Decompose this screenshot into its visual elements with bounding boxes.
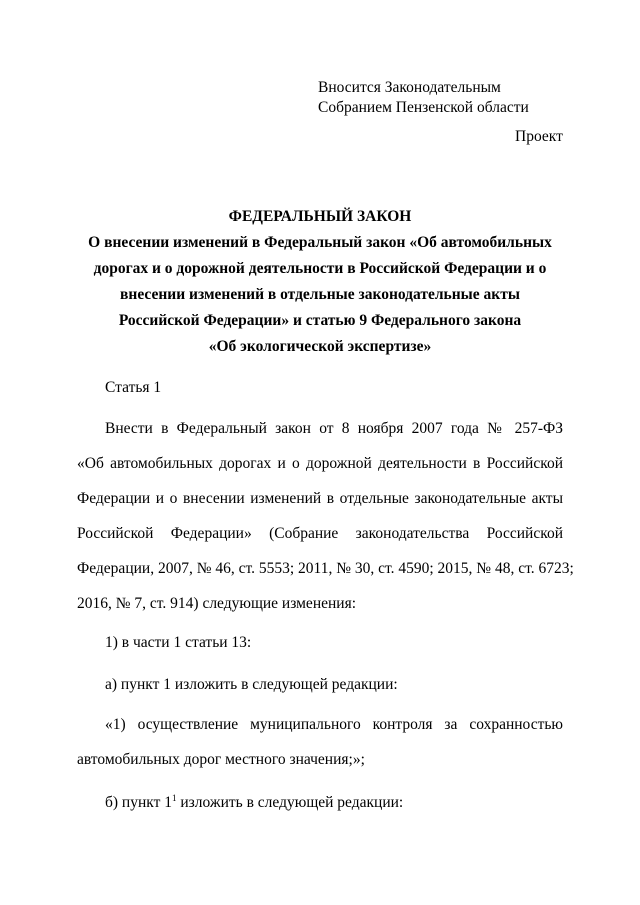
item-a: а) пункт 1 изложить в следующей редакции: xyxy=(105,676,398,693)
paragraph-line: Федерации, 2007, № 46, ст. 5553; 2011, № 30, ст. 4590; 2015, № 48, ст. 6723; xyxy=(77,560,574,577)
law-subtitle-line: «Об экологической экспертизе» xyxy=(208,338,432,355)
article-label: Статья 1 xyxy=(105,379,162,396)
paragraph-line: 2016, № 7, ст. 914) следующие изменения: xyxy=(77,595,357,612)
law-subtitle-line: дорогах и о дорожной деятельности в Российской Федерации и о xyxy=(93,260,547,277)
paragraph-line: Федерации и о внесении изменений в отдельные законодательные акты xyxy=(77,490,563,507)
law-subtitle-line: Российской Федерации» и статью 9 Федерального закона xyxy=(118,312,522,329)
item-b-prefix: б) пункт 1 xyxy=(105,794,172,811)
item-1: 1) в части 1 статьи 13: xyxy=(105,634,252,651)
item-b-suffix: изложить в следующей редакции: xyxy=(176,794,404,811)
quote-line: «1) осуществление муниципального контроля за сохранностью xyxy=(105,716,563,733)
law-heading: ФЕДЕРАЛЬНЫЙ ЗАКОН xyxy=(228,208,412,225)
item-b xyxy=(105,794,403,812)
draft-label: Проект xyxy=(515,128,563,145)
law-subtitle-line: О внесении изменений в Федеральный закон «Об автомобильных xyxy=(88,234,552,251)
paragraph-line: «Об автомобильных дорогах и о дорожной деятельности в Российской xyxy=(77,455,563,472)
item-b-superscript: 1 xyxy=(172,793,177,803)
introduced-by-line-1: Вносится Законодательным xyxy=(318,79,501,96)
paragraph-line: Внести в Федеральный закон от 8 ноября 2007 года № 257-ФЗ xyxy=(105,420,563,437)
quote-line: автомобильных дорог местного значения;»; xyxy=(77,751,365,768)
introduced-by-line-2: Собранием Пензенской области xyxy=(318,99,529,116)
law-subtitle-line: внесении изменений в отдельные законодательные акты xyxy=(120,286,520,303)
paragraph-line: Российской Федерации» (Собрание законодательства Российской xyxy=(77,525,563,542)
